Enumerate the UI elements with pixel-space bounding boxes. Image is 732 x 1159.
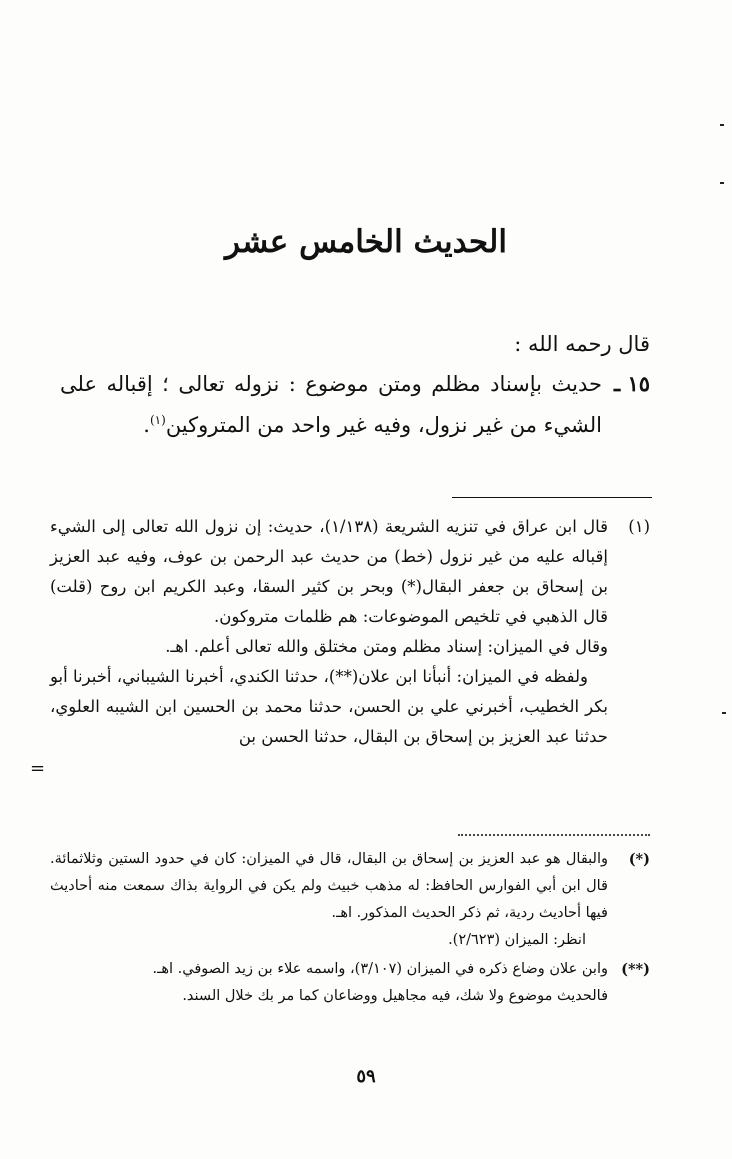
- scan-mark: [720, 182, 724, 184]
- scan-mark: [722, 712, 726, 714]
- footnote-body: [50, 512, 608, 752]
- hadith-entry: [60, 366, 650, 443]
- footnote-paragraph: ولفظه في الميزان: أنبأنا ابن علان(**)، حدثنا الكندي، أخبرنا الشيباني، أخبرنا أبو بكر الخطيب، أخبرني علي بن الحسن، حدثنا محمد بن الحسين ابن الشيبه العلوي، حدثنا عبد العزيز بن إسحاق بن البقال، حدثنا الحسن بن: [50, 667, 608, 746]
- subnote-paragraph: فالحديث موضوع ولا شك، فيه مجاهيل ووضاعان كما مر بك خلال السند.: [182, 988, 608, 1004]
- subnote-body: [50, 956, 608, 1010]
- hadith-end: .: [143, 413, 150, 437]
- scan-mark: [720, 124, 724, 126]
- hadith-text: حديث بإسناد مظلم ومتن موضوع : نزوله تعالى ؛ إقباله على الشيء من غير نزول، وفيه غير واحد من المتروكين: [60, 372, 602, 437]
- subnote-row: [50, 846, 650, 954]
- page-number: ٥٩: [356, 1066, 376, 1087]
- subnote-paragraph: والبقال هو عبد العزيز بن إسحاق بن البقال، قال في الميزان: كان في حدود الستين وثلاثمائة. قال ابن أبي الفوارس الحافظ: له مذهب خبيث ولم يكن في الرواية بذاك سمعت منه أحاديث فيها أحاديث ردية، ثم ذكر الحديث المذكور. اهـ.: [50, 851, 608, 921]
- subnote-separator: [458, 834, 650, 836]
- hadith-number: ١٥ ـ: [613, 371, 650, 396]
- continuation-mark: =: [30, 758, 46, 779]
- footnote-paragraph: وقال في الميزان: إسناد مظلم ومتن مختلق والله تعالى أعلم. اهـ.: [165, 637, 608, 656]
- subnotes: [50, 846, 650, 1012]
- subnote-paragraph: انظر: الميزان (٢/٦٢٣).: [448, 932, 586, 948]
- main-text: [60, 328, 650, 443]
- footnote-row: [50, 512, 650, 752]
- subnote-row: [50, 956, 650, 1010]
- footnote-label: (١): [628, 517, 650, 536]
- subnote-label: (**): [621, 961, 650, 978]
- subnote-body: [50, 846, 608, 954]
- footnote-1: [50, 512, 650, 752]
- hadith-body: [60, 366, 602, 443]
- footnote-ref: (١): [149, 413, 166, 427]
- footnote-paragraph: قال ابن عراق في تنزيه الشريعة (١/١٣٨)، حديث: إن نزول الله تعالى إلى الشيء إقباله عليه من غير نزول (خط) من حديث عبد الرحمن بن عوف، وفيه عبد العزيز بن إسحاق بن جعفر البقال(*) وبحر بن كثير السقا، وعبد الكريم ابن روح (قلت) قال الذهبي في تلخيص الموضوعات: هم ظلمات متروكون.: [50, 517, 608, 626]
- intro-line: قال رحمه الله :: [514, 332, 650, 356]
- subnote-paragraph: وابن علان وضاع ذكره في الميزان (٣/١٠٧)، واسمه علاء بن زيد الصوفي. اهـ.: [152, 961, 608, 977]
- subnote-label: (*): [628, 851, 650, 868]
- footnote-separator: [452, 497, 652, 498]
- chapter-heading: الحديث الخامس عشر: [225, 224, 507, 260]
